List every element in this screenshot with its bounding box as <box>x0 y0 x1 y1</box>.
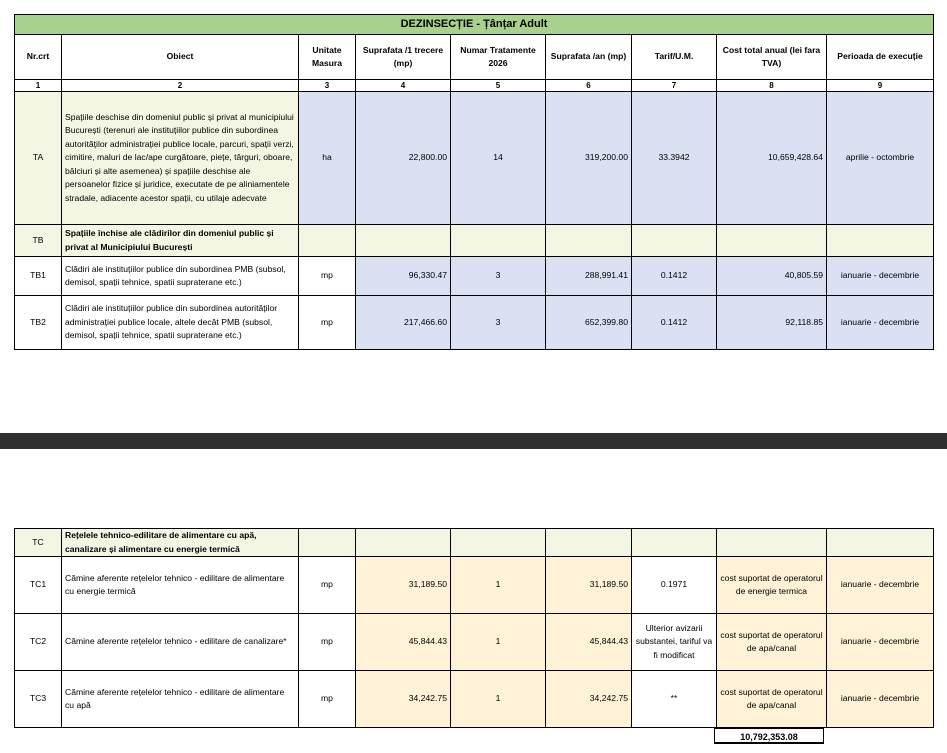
cell-um: mp <box>299 557 356 614</box>
cell-sup1: 217,466.60 <box>356 296 451 350</box>
cell-cost: cost suportat de operatorul de energie termica <box>717 557 827 614</box>
column-number: 1 <box>15 80 62 92</box>
column-number-row <box>15 80 934 92</box>
cell-supan: 652,399.80 <box>546 296 632 350</box>
header-tarif: Tarif/U.M. <box>632 35 717 80</box>
cell-empty <box>717 225 827 257</box>
cell-empty <box>299 529 356 557</box>
cell-sup1: 45,844.43 <box>356 614 451 671</box>
disinsection-table-bottom <box>14 528 934 728</box>
cell-cost: 10,659,428.64 <box>717 92 827 225</box>
cell-empty <box>451 225 546 257</box>
cell-um: mp <box>299 614 356 671</box>
cell-tarif: 33.3942 <box>632 92 717 225</box>
grand-total: 10,792,353.08 <box>714 728 824 744</box>
cell-obiect: Rețelele tehnico-edilitare de alimentare cu apă, canalizare și alimentare cu energie termică <box>62 529 299 557</box>
cell-supan: 31,189.50 <box>546 557 632 614</box>
cell-empty <box>451 529 546 557</box>
cell-empty <box>717 529 827 557</box>
cell-tarif: Ulterior avizarii substantei, tariful va fi modificat <box>632 614 717 671</box>
cell-obiect: Cămine aferente rețelelor tehnico - edilitare de alimentare cu energie termică <box>62 557 299 614</box>
table-row-tc1 <box>15 557 934 614</box>
header-suprafata-trecere: Suprafata /1 trecere (mp) <box>356 35 451 80</box>
cell-cost: cost suportat de operatorul de apa/canal <box>717 614 827 671</box>
cell-empty <box>632 225 717 257</box>
cell-obiect: Cămine aferente rețelelor tehnico - edilitare de canalizare* <box>62 614 299 671</box>
column-number: 5 <box>451 80 546 92</box>
cell-trat: 3 <box>451 296 546 350</box>
cell-trat: 1 <box>451 557 546 614</box>
column-number: 3 <box>299 80 356 92</box>
cell-empty <box>827 529 934 557</box>
table-row-ta <box>15 92 934 225</box>
cell-empty <box>546 529 632 557</box>
cell-perioada: ianuarie - decembrie <box>827 614 934 671</box>
disinsection-table-top <box>14 14 934 350</box>
cell-tarif: 0.1971 <box>632 557 717 614</box>
column-number: 8 <box>717 80 827 92</box>
cell-sup1: 34,242.75 <box>356 671 451 728</box>
cell-obiect: Spațiile închise ale clădirilor din domeniul public și privat al Municipiului București <box>62 225 299 257</box>
cell-trat: 1 <box>451 614 546 671</box>
cell-obiect: Spațiile deschise din domeniul public și privat al municipiului București (terenuri ale instituțiilor publice din subordinea autorităților administrației publice locale, parcuri, spații verzi, cimitire, maluri de lac/ape curgătoare, piețe, târguri, oboare, bâlciuri și alte asemenea) și spațiile deschise ale persoanelor fizice și juridice, executate de pe aliniamentele stradale, adiacente acestor spații, cu utilaje adecvate <box>62 92 299 225</box>
cell-nr: TB <box>15 225 62 257</box>
cell-nr: TB1 <box>15 257 62 296</box>
cell-um: mp <box>299 671 356 728</box>
cell-nr: TC <box>15 529 62 557</box>
cell-empty <box>632 529 717 557</box>
cell-cost: cost suportat de operatorul de apa/canal <box>717 671 827 728</box>
cell-nr: TA <box>15 92 62 225</box>
cell-perioada: ianuarie - decembrie <box>827 557 934 614</box>
cell-perioada: ianuarie - decembrie <box>827 296 934 350</box>
column-number: 4 <box>356 80 451 92</box>
cell-supan: 34,242.75 <box>546 671 632 728</box>
cell-um: mp <box>299 296 356 350</box>
cell-cost: 92,118.85 <box>717 296 827 350</box>
column-number: 9 <box>827 80 934 92</box>
table-row-tb1 <box>15 257 934 296</box>
cell-obiect: Clădiri ale instituțiilor publice din subordinea PMB (subsol, demisol, spații tehnice, spatii supraterane etc.) <box>62 257 299 296</box>
cell-nr: TC2 <box>15 614 62 671</box>
cell-sup1: 96,330.47 <box>356 257 451 296</box>
header-unitate: Unitate Masura <box>299 35 356 80</box>
table-title: DEZINSECȚIE - Țânțar Adult <box>15 15 934 35</box>
table-row-tb2 <box>15 296 934 350</box>
cell-supan: 319,200.00 <box>546 92 632 225</box>
cell-empty <box>299 225 356 257</box>
column-number: 2 <box>62 80 299 92</box>
header-suprafata-an: Suprafata /an (mp) <box>546 35 632 80</box>
header-obiect: Obiect <box>62 35 299 80</box>
header-row <box>15 35 934 80</box>
cell-tarif: ** <box>632 671 717 728</box>
cell-nr: TC1 <box>15 557 62 614</box>
column-number: 7 <box>632 80 717 92</box>
cell-trat: 3 <box>451 257 546 296</box>
cell-empty <box>827 225 934 257</box>
cell-obiect: Cămine aferente rețelelor tehnico - edilitare de alimentare cu apă <box>62 671 299 728</box>
header-nrcrt: Nr.crt <box>15 35 62 80</box>
cell-cost: 40,805.59 <box>717 257 827 296</box>
cell-supan: 45,844.43 <box>546 614 632 671</box>
cell-supan: 288,991.41 <box>546 257 632 296</box>
cell-um: ha <box>299 92 356 225</box>
table-row-tc3 <box>15 671 934 728</box>
cell-tarif: 0.1412 <box>632 257 717 296</box>
cell-empty <box>356 529 451 557</box>
header-cost-total: Cost total anual (lei fara TVA) <box>717 35 827 80</box>
cell-perioada: aprilie - octombrie <box>827 92 934 225</box>
table-row-tc <box>15 529 934 557</box>
column-number: 6 <box>546 80 632 92</box>
cell-nr: TC3 <box>15 671 62 728</box>
cell-sup1: 31,189.50 <box>356 557 451 614</box>
header-perioada: Perioada de execuție <box>827 35 934 80</box>
cell-perioada: ianuarie - decembrie <box>827 257 934 296</box>
cell-obiect: Clădiri ale instituțiilor publice din subordinea autorităților administrației publice locale, altele decât PMB (subsol, demisol, spații tehnice, spatii supraterane etc.) <box>62 296 299 350</box>
header-numar-tratamente: Numar Tratamente 2026 <box>451 35 546 80</box>
cell-tarif: 0.1412 <box>632 296 717 350</box>
cell-um: mp <box>299 257 356 296</box>
cell-empty <box>356 225 451 257</box>
cell-perioada: ianuarie - decembrie <box>827 671 934 728</box>
table-row-tb <box>15 225 934 257</box>
cell-trat: 1 <box>451 671 546 728</box>
page-separator <box>0 433 947 449</box>
cell-sup1: 22,800.00 <box>356 92 451 225</box>
cell-nr: TB2 <box>15 296 62 350</box>
table-row-tc2 <box>15 614 934 671</box>
cell-empty <box>546 225 632 257</box>
cell-trat: 14 <box>451 92 546 225</box>
